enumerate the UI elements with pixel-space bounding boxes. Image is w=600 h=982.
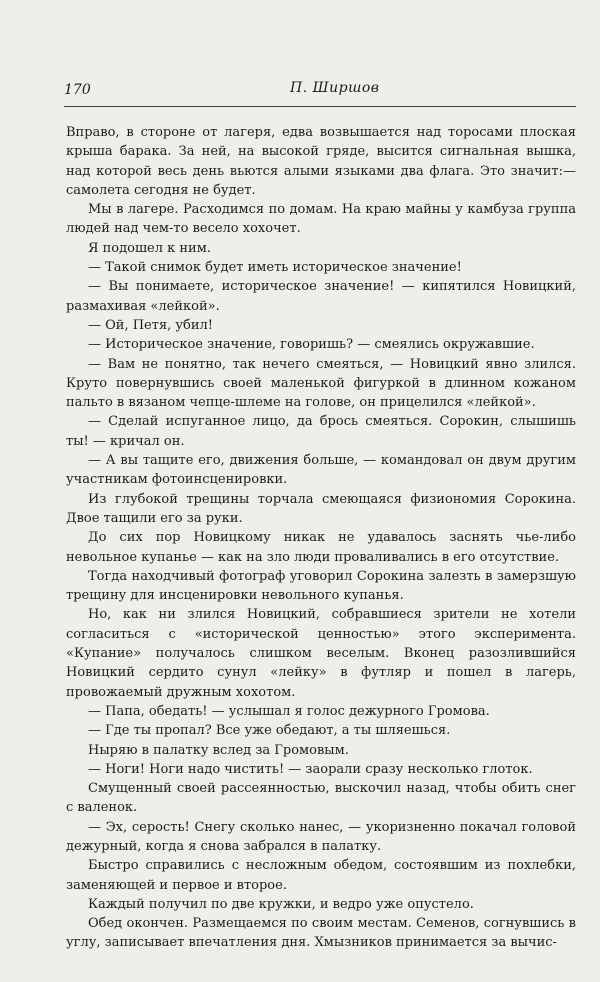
paragraph: Ныряю в палатку вслед за Громовым.	[88, 742, 349, 758]
paragraph: До сих пор Новицкому никак не удавалось заснять чье-либо невольное купанье — как на зло люди проваливались в его отсутствие.	[66, 530, 576, 565]
paragraph: Я подошел к ним.	[88, 240, 211, 256]
paragraph: — Где ты пропал? Все уже обедают, а ты шляешься.	[88, 723, 451, 739]
paragraph: Из глубокой трещины торчала смеющаяся физиономия Сорокина. Двое тащили его за руки.	[66, 491, 576, 526]
paragraph: — Ой, Петя, убил!	[88, 317, 214, 333]
paragraph: — Такой снимок будет иметь историческое значение!	[88, 260, 462, 276]
paragraph: — Ноги! Ноги надо чистить! — заорали сразу несколько глоток.	[88, 761, 533, 777]
paragraph: — Сделай испуганное лицо, да брось смеяться. Сорокин, слышишь ты! — кричал он.	[66, 414, 576, 449]
paragraph: — Историческое значение, говоришь? — смеялись окружавшие.	[88, 337, 535, 353]
paragraph: Вправо, в стороне от лагеря, едва возвышается над торосами плоская крыша барака. За ней, на высокой гряде, высится сигнальная вышка, над которой весь день вьются алыми языками два флага. Это значит:— самолета сегодня не будет.	[66, 125, 576, 198]
header-rule	[64, 106, 576, 107]
paragraph: Мы в лагере. Расходимся по домам. На краю майны у камбуза группа людей над чем-то весело хохочет.	[66, 202, 576, 237]
paragraph: — Папа, обедать! — услышал я голос дежурного Громова.	[88, 703, 490, 719]
paragraph: Но, как ни злился Новицкий, собравшиеся зрители не хотели соглаcиться с «исторической ценностью» этого эксперимента. «Купание» получалось слишком веселым. Вконец разозлившийся Новицкий сердито сунул «лейку» в футляр и пошел в лагерь, провожаемый дружным хохотом.	[66, 607, 576, 700]
paragraph: Каждый получил по две кружки, и ведро уже опустело.	[88, 896, 474, 912]
paragraph: Тогда находчивый фотограф уговорил Сорокина залезть в замерзшую трещину для инсценировки невольного купанья.	[66, 568, 576, 604]
paragraph: Быстро справились с несложным обедом, состоявшим из похлебки, заменяющей и первое и второе.	[66, 858, 576, 893]
body-text	[66, 123, 576, 953]
paragraph: Смущенный своей рассеянностью, выскочил назад, чтобы обить снег с валенок.	[66, 781, 576, 816]
page-number: 170	[64, 82, 91, 98]
running-head: П. Ширшов	[290, 80, 380, 96]
paragraph: — Вам не понятно, так нечего смеяться, — Новицкий явно злился. Круто повернувшись своей маленькой фигуркой в длинном кожаном пальто в вязаном чепце-шлеме на голове, он прицелился «лейкой».	[66, 356, 576, 411]
paragraph: — Эх, серость! Снегу сколько нанес, — укоризненно покачал головой дежурный, когда я снова забрался в палатку.	[66, 819, 576, 854]
page-header	[64, 80, 574, 104]
paragraph: Обед окончен. Размещаемся по своим местам. Семенов, согнувшись в углу, записывает впечатления дня. Хмызников принимается за вычис-	[66, 916, 576, 951]
paragraph: — А вы тащите его, движения больше, — командовал он двум другим участникам фотоинсценировки.	[66, 453, 576, 488]
paragraph: — Вы понимаете, историческое значение! — кипятился Новицкий, размахивая «лейкой».	[66, 279, 576, 314]
